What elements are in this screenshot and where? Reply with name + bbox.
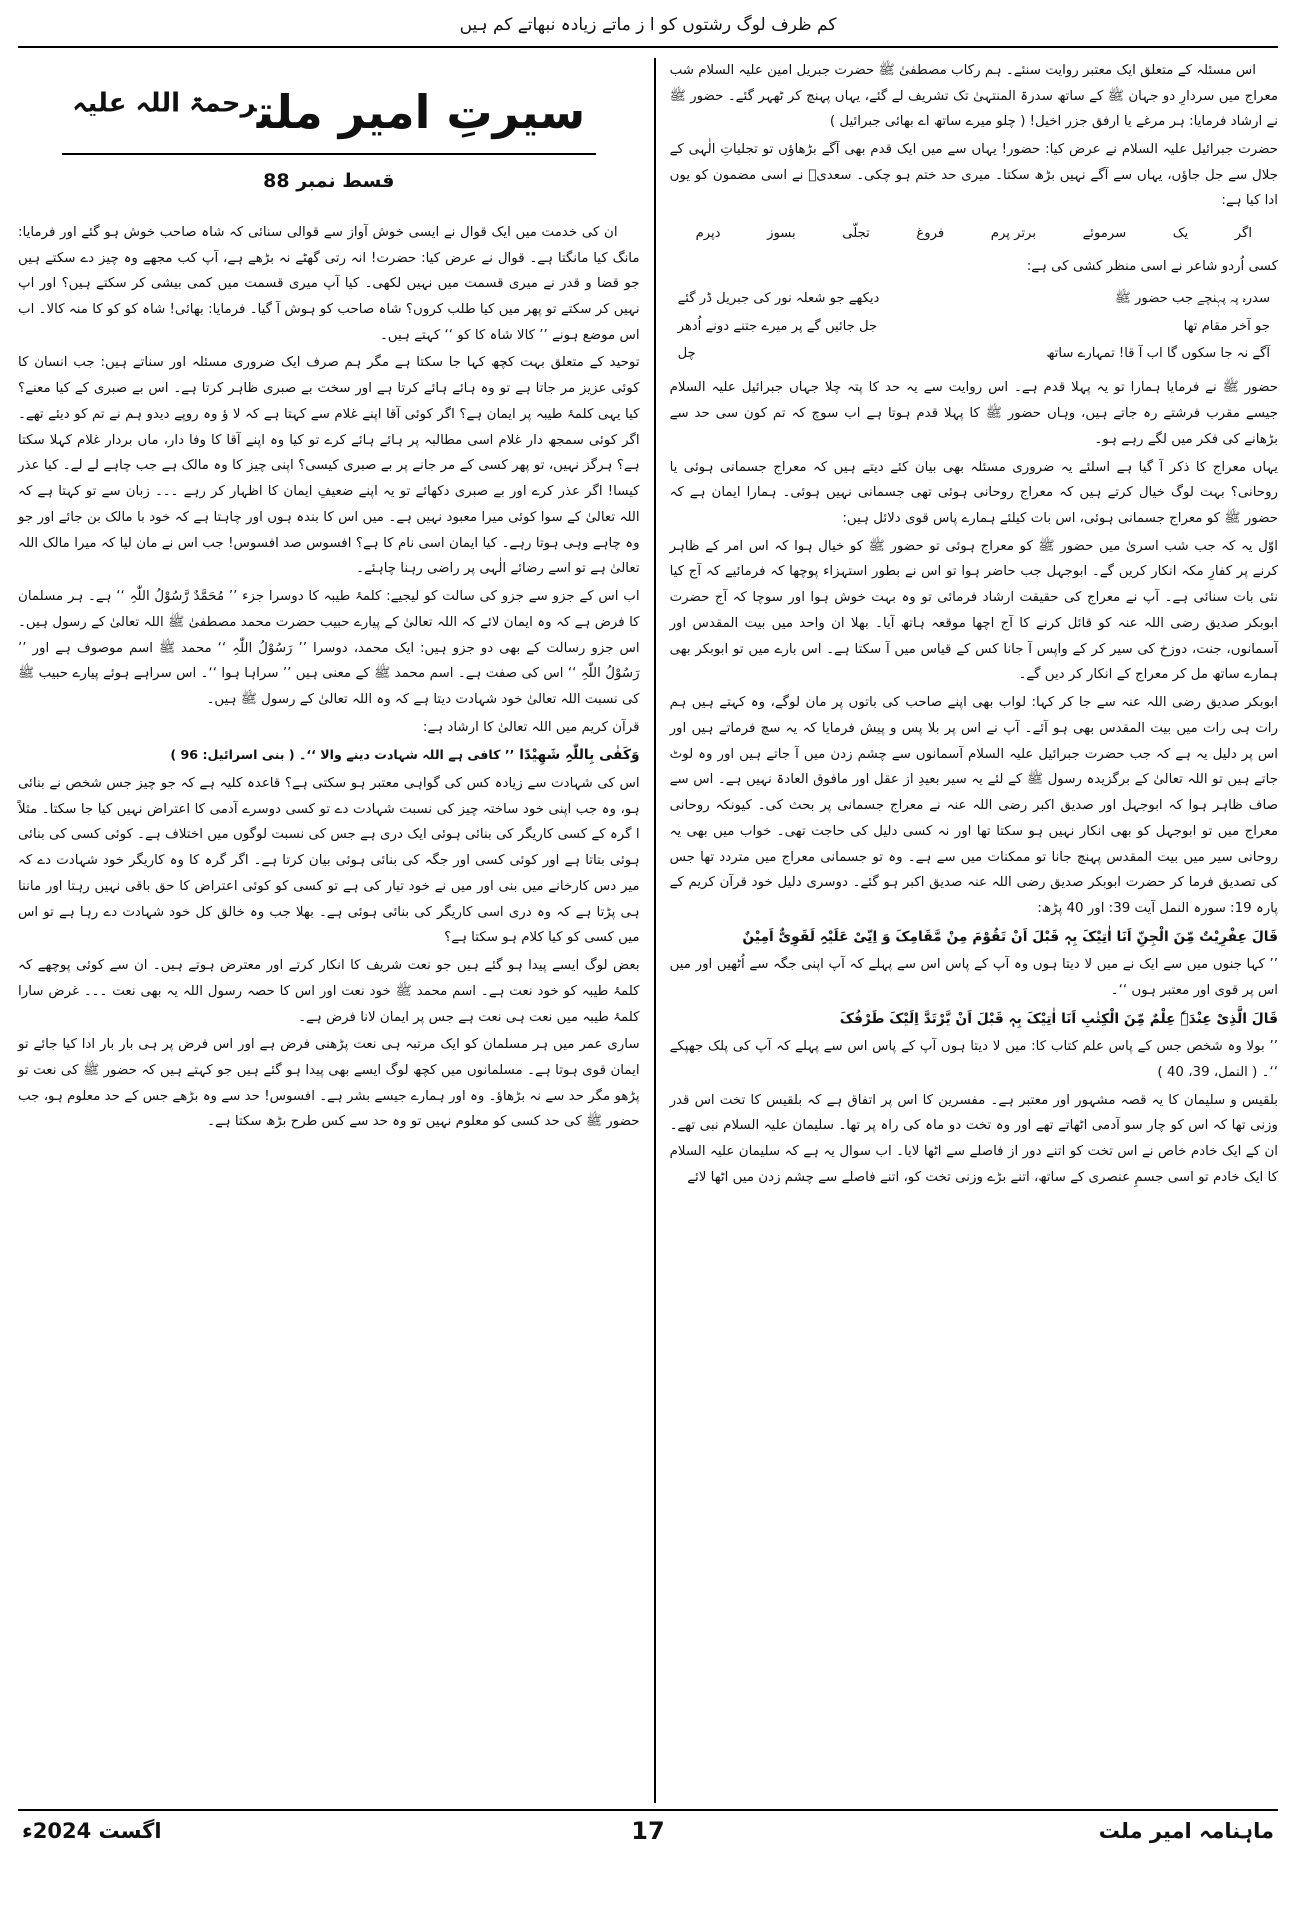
paragraph: اس کی شہادت سے زیادہ کس کی گواہی معتبر ہو سکتی ہے؟ قاعدہ کلیہ ہے کہ جو چیز جس شخص نے بنائی ہو، وہ جب اپنی خود ساختہ چیز کی نسبت شہادت دے تو کسی دوسرے آدمی کا اعتراض نہیں کیا جا سکتا۔ مثلاً ا گرہ کے کسی کاریگر کی بنائی ہوئی ایک دری ہے جس کی نسبت لوگوں میں اختلاف ہے۔ کوئی کسی کی بنائی ہوئی بتاتا ہے اور کوئی کسی اور جگہ کی بنائی ہوئی بیان کرتا ہے۔ اگر گرہ کا وہ کاریگر خود شہادت دے کہ میر دس کارخانے میں بنی اور میں نے خود تیار کی ہے تو کسی کو کوئی اعتراض کا حق باقی نہیں رہتا اور ماننا ہی پڑتا ہے کہ وہ دری اسی کاریگر کی بنائی ہوئی ہے۔ بھلا جب وہ خالق کل خود شہادت دے رہا ہے تو اس میں کسی کو کیا کلام ہو سکتا ہے؟ — [18, 775, 640, 946]
verse-word: فروغ — [916, 226, 945, 242]
page-body — [18, 58, 1278, 1803]
paragraph: ابوبکر صدیق رضی اللہ عنہ سے جا کر کہا: لواب بھی اپنے صاحب کی باتوں پر مان لوگے، وہ کہتے ہیں ہم رات ہی رات میں بیت المقدس بھی ہو آئے۔ آپ نے اس پر بلا پس و پیش فرمایا کہ یہ سچ فرماتے ہیں اور اس پر دلیل یہ ہے کہ جب حضرت جبرائیل علیہ السلام آسمانوں سے چشم زدن میں آ جاتے ہیں اور وہ لوٹ جاتے ہیں تو اللہ تعالیٰ کے برگزیدہ رسول ﷺ کے لئے یہ سیر بعیدِ از عقل اور مافوق العادۃ نہیں ہے۔ اس سے صاف ظاہر ہوا کہ ابوجہل اور صدیق اکبر رضی اللہ عنہ نے معراج جسمانی پر بحث کی۔ کیونکہ روحانی معراج میں تو ابوجہل کو بھی انکار نہیں ہو سکتا تھا اور نہ کسی دلیل کی حاجت تھی۔ خواب میں بھی یہ روحانی سیر میں بیت المقدس پہنچ جانا تو ممکنات میں سے ہے۔ وہ تو جسمانی معراج میں متردد تھا جس کی تصدیق فرما کر حضرت ابوبکر صدیق رضی اللہ عنہ صدیق اکبر ہو گئے۔ دوسری دلیل خود قرآن کریم کے پارہ 19: سورہ النمل آیت 39: اور 40 پڑھ: — [669, 695, 1278, 916]
quran-verse-text: وَکَفٰی بِاللّٰہِ شَھِیْدًا — [519, 747, 640, 764]
paragraph: اوّل یہ کہ جب شب اسریٰ میں حضور ﷺ کو معراج ہوئی تو حضور ﷺ کو خیال ہوا کہ اس امر کے ظاہر کرنے پر کفارِ مکہ انکار کریں گے۔ ابوجہل جب حاضر ہوا تو اس نے بطور استہزاء پوچھا کہ فرمائیے کہ آج کیا نئی بات سنائی ہے۔ آپ نے معراج کی حقیقت ارشاد فرمائی تو وہ بہت خوش ہوا اور سوچا کہ آج حضرت ابوبکر صدیق رضی اللہ عنہ کو قائل کرنے کا آج اچھا موقعہ ہاتھ آیا۔ بھلا ان واحد میں بیت المقدس اور آسمانوں، جنت، دوزخ کی سیر کر کے واپس آ جانا کس کے قیاس میں آ سکتا ہے۔ اس بارے میں تو ابوبکر بھی ہمارے ساتھ مل کر معراج کے انکار کر دیں گے۔ — [669, 538, 1278, 683]
verse-word: اگر — [1234, 226, 1252, 242]
quran-verse-2-translation: ’’ بولا وہ شخص جس کے پاس علم کتاب کا: میں لا دیتا ہوں آپ کے پاس اس سے پہلے کہ آپ کی پلک جھپکے ‘‘۔ ( النمل، 39، 40 ) — [669, 1039, 1278, 1080]
verse-hemistich: جو آخر مقام تھا — [1183, 318, 1270, 334]
page-footer — [18, 1811, 1278, 1843]
paragraph: اب اس کے جزو سے جزو کی سالت کو لیجیے: کلمۂ طیبہ کا دوسرا جزء ’’ مُحَمَّدٌ رَّسُوْلُ اللّٰہِ ‘‘ ہے۔ ہر مسلمان کا فرض ہے کہ وہ ایمان لائے کہ اللہ تعالیٰ کے پیارے حبیب حضرت محمد مصطفیٰ ﷺ اللہ تعالیٰ کے رسول ہیں۔ اس جزو رسالت کے بھی دو جزو ہیں: ایک محمد، دوسرا ’’ رَسُوْلُ اللّٰہِ ‘‘ محمد ﷺ اسم موصوف ہے اور ’’ رَسُوْلُ اللّٰہِ ‘‘ اس کی صفت ہے۔ اسم محمد ﷺ کے معنی ہیں ’’ سراہا ہوا ‘‘۔ اس سراہے ہوئے پیارے حبیب ﷺ کی نسبت اللہ تعالیٰ خود شہادت دیتا ہے کہ وہ اللہ تعالیٰ کے رسول ﷺ ہیں۔ — [18, 589, 640, 707]
paragraph: اس مسئلہ کے متعلق ایک معتبر روایت سنئے۔ ہم رکاب مصطفیٰ ﷺ حضرت جبریل امین علیہ السلام شب معراج میں سردارِ دو جہان ﷺ کے ساتھ سدرۃ المنتہیٰ تک تشریف لے گئے، یہاں پہنچ کر ٹھہر گئے۔ حضور ﷺ نے ارشاد فرمایا: ہر مرغے یا ارفق جزر اخیل! ( چلو میرے ساتھ اے بھائی جبرائیل ) — [669, 62, 1278, 130]
article-title-suffix: رحمۃ اللہ علیہ — [72, 88, 257, 119]
verse-block-urdu — [670, 285, 1278, 367]
verse-hemistich: دیکھے جو شعلہ نور کی جبریل ڈر گئے — [677, 291, 880, 307]
paragraph: قرآن کریم میں اللہ تعالیٰ کا ارشاد ہے: — [422, 719, 640, 735]
quran-verse-1: قَالَ عِفْرِیْتٌ مِّنَ الْجِنِّ اَنَا اٰتِیْکَ بِہٖ قَبْلَ اَنْ تَقُوْمَ مِنْ مَّقَامِکَ وَ اِنِّیْ عَلَیْہِ لَقَوِیٌّ اَمِیْنٌ — [742, 928, 1278, 945]
verse-word: یک — [1172, 226, 1189, 242]
paragraph: بلقیس و سلیمان کا یہ قصہ مشہور اور معتبر ہے۔ مفسرین کا اس پر اتفاق ہے کہ بلقیس کا تخت اس قدر وزنی تھا کہ اس کو چار سو آدمی اٹھاتے تھے اور وہ تخت دو ماہ کی راہ پر تھا۔ سلیمان علیہ السلام نبی تھے۔ ان کے ایک خادم خاص نے اس تخت کو اتنے دور از فاصلے سے اٹھا لایا۔ اب سوال یہ ہے کہ سلیمان علیہ السلام کا ایک خادم تو اسی جسمِ عنصری کے ساتھ، اتنے بڑے وزنی تخت کو، اتنے فاصلے سے چشم زدن میں اٹھا لائے — [669, 1092, 1278, 1185]
verse-hemistich: آگے نہ جا سکوں گا اب آ قا! تمہارے ساتھ — [1046, 345, 1270, 361]
paragraph: کسی اُردو شاعر نے اسی منظر کشی کی ہے: — [1026, 258, 1278, 274]
verse-hemistich: سدرہ پہ پہنچے جب حضور ﷺ — [1114, 291, 1270, 307]
running-header: کم ظرف لوگ رشتوں کو ا ز ماتے زیادہ نبھاتے کم ہیں — [459, 15, 837, 35]
quran-verse-1-translation: ’’ کہا جنوں میں سے ایک نے میں لا دیتا ہوں وہ آپ کے پاس اس سے پہلے کہ آپ اپنی جگہ سے اُٹھیں اور میں اس پر قوی اور معتبر ہوں ‘‘۔ — [669, 957, 1278, 998]
verse-word: بسوز — [767, 226, 796, 242]
verse-hemistich: جل جائیں گے پر میرے جتنے دونے اُدھر — [677, 318, 878, 334]
article-title-wrap — [18, 84, 640, 142]
article-masthead — [18, 58, 640, 220]
verse-word: تجلّی — [842, 226, 870, 242]
paragraph: ساری عمر میں ہر مسلمان کو ایک مرتبہ ہی نعت پڑھنی فرض ہے اور اس فرض پر ہی بار بار ادا کیا جائے تو ایمان قوی ہوتا ہے۔ مسلمانوں میں کچھ لوگ ایسے بھی پیدا ہو گئے ہیں جو کہتے ہیں کہ حضور ﷺ کی نعت تو پڑھو مگر حد سے نہ بڑھاؤ۔ وہ اور ہمارے جیسے بشر ہے۔ افسوس! حد سے وہ بڑھے جس کے حد معلوم ہو، جب حضور ﷺ کی حد کسی کو معلوم نہیں تو وہ حد سے کس طرح بڑھ سکتا ہے۔ — [18, 1037, 640, 1130]
episode-number: قسط نمبر 88 — [263, 170, 395, 193]
verse-word: دپرم — [695, 226, 721, 242]
quran-verse — [18, 742, 640, 768]
paragraph: توحید کے متعلق بہت کچھ کہا جا سکتا ہے مگر ہم صرف ایک ضروری مسئلہ اور سناتے ہیں: جب انسان کا کوئی عزیز مر جاتا ہے تو وہ ہائے ہائے کرتا ہے اور سخت بے صبری ظاہر کرتا ہے۔ اس بے صبری کے کیا معنے؟ کیا یہی کلمۂ طیبہ پر ایمان ہے؟ اگر کوئی آقا اپنے غلام سے کہتا ہے کہ لا ؤ وہ روپے دیدو ہم نے تم کو دیئے تھے۔ اگر کوئی سمجھ دار غلام اسی مطالبہ پر ہائے ہائے کرے تو کیا وہ اپنے آقا کا وفا دار، ماں بردار غلام کہلا سکتا ہے؟ ہرگز نہیں، تو پھر کسی کے مر جانے پر بے صبری کیسی؟ اپنی چیز کا وہ مالک ہے جب چاہے لے لے۔ کیا عذر کیسا! اگر عذر کرے اور بے صبری دکھائے تو یہ اپنے ضعیفِ ایمان کا اظہار کر رہے ۔۔۔ زبان سے تو کہتا ہے کہ اللہ تعالیٰ کے سوا کوئی میرا معبود نہیں ہے۔ میں اس کا بندہ ہوں اور چاہتا ہے کہ خود با مالک بن جائے اور جو وہ چاہے وہی ہوتا رہے۔ کیا ایمان اسی نام کا ہے؟ افسوس صد افسوس! جب اس نے مان لیا کہ میرا مالک اللہ تعالیٰ ہے تو اسے رضائے الٰہی پر راضی رہنا چاہئے۔ — [18, 355, 640, 577]
verse-word: سرموئے — [1082, 226, 1127, 242]
paragraph: بعض لوگ ایسے پیدا ہو گئے ہیں جو نعت شریف کا انکار کرتے اور معترض ہوتے ہیں۔ ان سے کوئی پوچھے کہ کلمۂ طیبہ کو خود نعت ہے۔ اسم محمد ﷺ خود نعت اور اس کا حصہ رسول اللہ یہ بھی نعت ۔۔۔ غرض سارا کلمۂ طیبہ میں نعت ہی نعت ہے جس پر ایمان لانا فرض ہے۔ — [18, 958, 640, 1025]
quran-verse-translation: ’’ کافی ہے اللہ شہادت دینے والا ‘‘۔ ( بنی اسرائیل: 96 ) — [170, 747, 515, 763]
header-divider — [18, 46, 1278, 48]
paragraph: ان کی خدمت میں ایک قوال نے ایسی خوش آواز سے قوالی سنائی کہ شاہ صاحب خوش ہو گئے اور فرمایا: مانگ کیا مانگتا ہے۔ قوال نے عرض کیا: حضرت! انہ رتی گھٹے نہ بڑھے ہے، آپ کب مجھے وہ چیز دے سکتے ہیں جو قضا و قدر نے میری قسمت میں نہیں لکھی۔ کیا آپ میری قسمت میں کمی بیشی کر سکتے ہیں؟ اور اپ نہیں کر سکتے تو پھر میں کیا طلب کروں؟ شاہ صاحب کو ہوش آ گیا۔ فرمایا: بھائی! شاہ کو کو کا منہ کالا۔ اب اس موضع ہونے ’’ کالا شاہ کا کو ‘‘ کہتے ہیں۔ — [18, 224, 640, 343]
paragraph: یہاں معراج کا ذکر آ گیا ہے اسلئے یہ ضروری مسئلہ بھی بیان کئے دیتے ہیں کہ معراج جسمانی ہوئی یا روحانی؟ بہت لوگ خیال کرتے ہیں کہ معراج روحانی ہوئی تھی جسمانی نہیں ہوئی۔ ہمارا ایمان ہے کہ حضور ﷺ کو معراج جسمانی ہوئی، اس بات کیلئے ہمارے پاس قوی دلائل ہیں: — [669, 459, 1278, 526]
title-divider — [62, 153, 597, 155]
verse-block-persian — [670, 220, 1278, 247]
column-right — [656, 58, 1278, 1803]
verse-hemistich: چل — [677, 345, 696, 361]
paragraph: حضور ﷺ نے فرمایا ہمارا تو یہ پہلا قدم ہے۔ اس روایت سے یہ حد کا پتہ چلا جہاں جبرائیل علیہ السلام جیسے مقرب فرشتے رہ جاتے ہیں، وہاں حضور ﷺ کا پہلا قدم ہوتا ہے اب سوچ کہ تم کون سی حد سے بڑھانے کی فکر میں لگے رہے ہو۔ — [669, 380, 1278, 447]
footer-magazine-name: ماہنامہ امیر ملت — [1098, 1818, 1274, 1843]
paragraph: حضرت جبرائیل علیہ السلام نے عرض کیا: حضور! یہاں سے میں ایک قدم بھی آگے بڑھاؤں تو تجلیاتِ الٰہی کے جلال سے جل جاؤں، یہاں سے آگے نہیں بڑھ سکتا۔ میری حد ختم ہو چکی۔ سعدیؒ نے اسی مضمون کو یوں ادا کیا ہے: — [669, 142, 1278, 209]
quran-verse-2: قَالَ الَّذِیْ عِنْدَہٗ عِلْمٌ مِّنَ الْکِتٰبِ اَنَا اٰتِیْکَ بِہٖ قَبْلَ اَنْ یَّرْتَدَّ اِلَیْکَ طَرْفُکَ — [839, 1010, 1278, 1027]
verse-word: برتر پرم — [990, 226, 1036, 242]
page-number: 17 — [631, 1816, 665, 1845]
column-left — [18, 58, 656, 1803]
footer-issue-date: اگست 2024ء — [22, 1818, 162, 1843]
article-title: سیرتِ امیر ملت — [256, 84, 586, 139]
